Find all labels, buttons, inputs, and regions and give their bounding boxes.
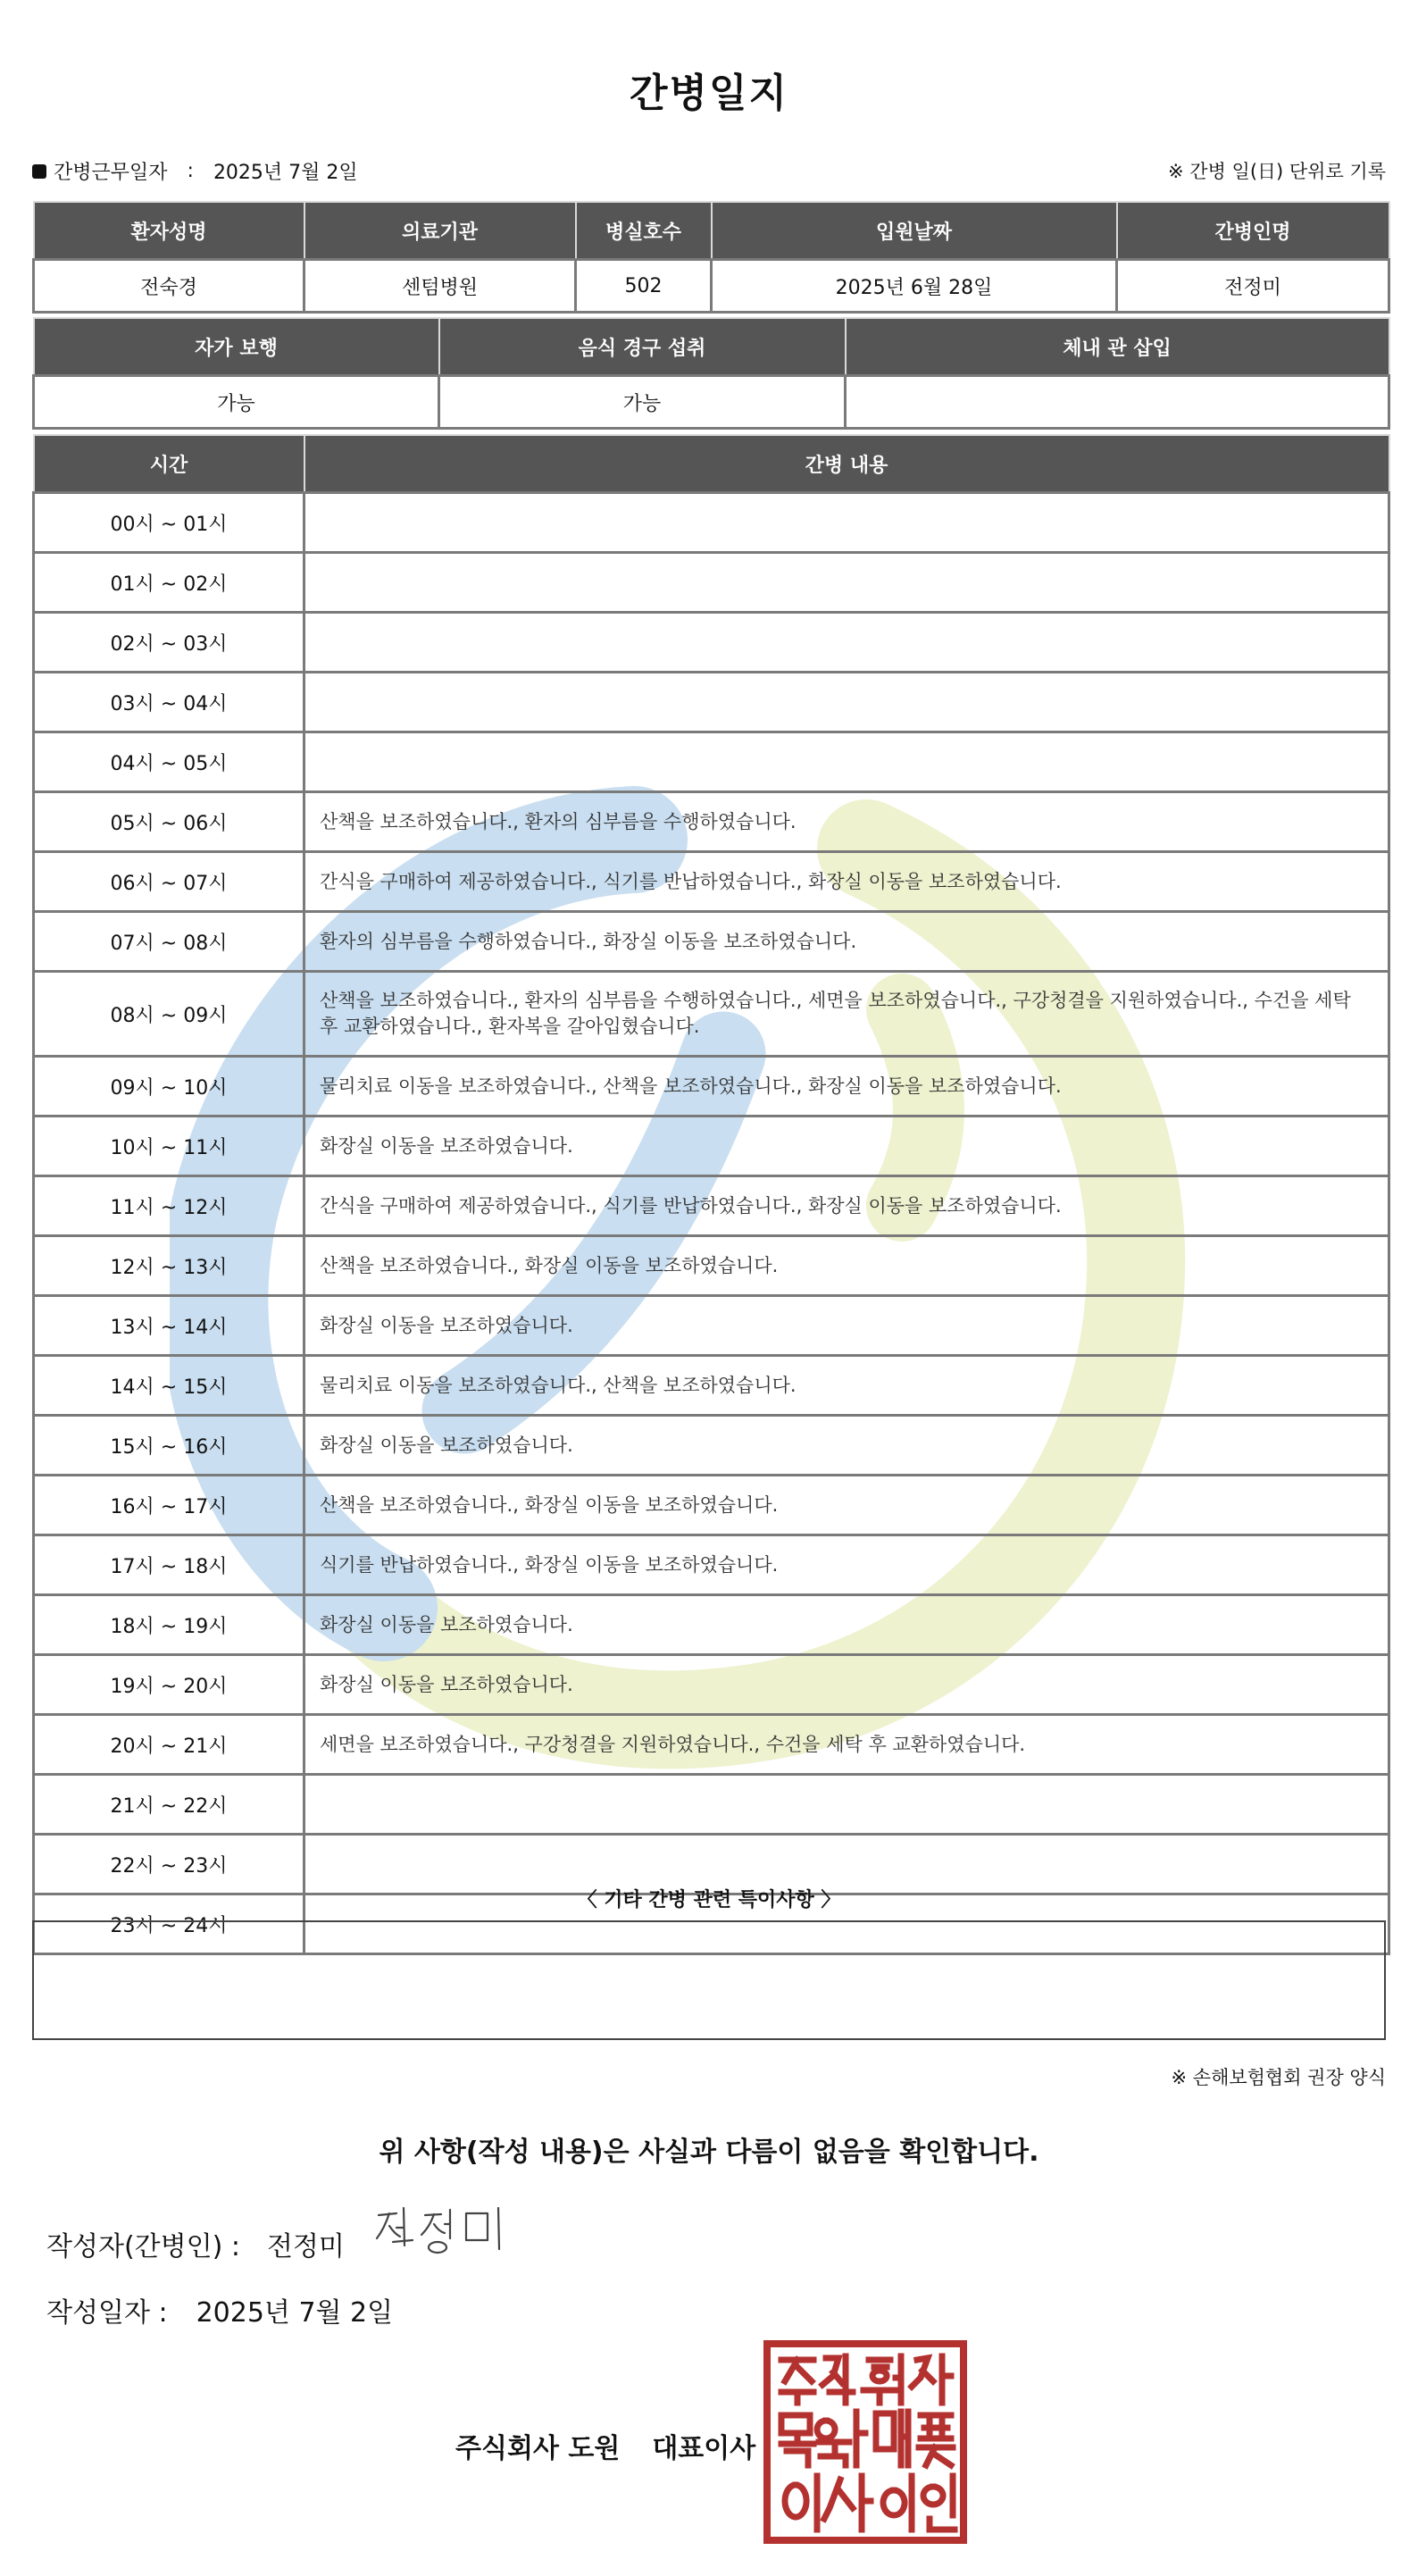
header-room-number: 병실호수 — [576, 202, 712, 260]
company-seal-icon — [763, 2340, 967, 2544]
table-row — [34, 1715, 1389, 1775]
writer-line — [46, 2224, 345, 2263]
header-self-walking: 자가 보행 — [34, 318, 439, 376]
value-patient-name: 전숙경 — [34, 260, 304, 313]
time-cell: 05시 ~ 06시 — [34, 792, 304, 852]
company-ceo-title: 대표이사 — [652, 2433, 756, 2464]
content-cell: 식기를 반납하였습니다., 화장실 이동을 보조하였습니다. — [304, 1535, 1389, 1595]
table-row — [34, 673, 1389, 732]
time-cell: 21시 ~ 22시 — [34, 1775, 304, 1835]
content-cell — [304, 613, 1389, 673]
content-cell: 세면을 보조하였습니다., 구강청결을 지원하였습니다., 수건을 세탁 후 교환하였습니다. — [304, 1715, 1389, 1775]
patient-info-table — [32, 201, 1390, 314]
table-row — [34, 972, 1389, 1057]
content-cell — [304, 673, 1389, 732]
writer-name: 전정미 — [266, 2231, 345, 2262]
work-date-colon: : — [187, 160, 194, 182]
table-row — [34, 1595, 1389, 1655]
remarks-title: 〈 기타 간병 관련 특이사항 〉 — [577, 1889, 841, 1911]
timetable-header-row — [34, 435, 1389, 493]
time-cell: 01시 ~ 02시 — [34, 553, 304, 613]
work-date-group — [32, 157, 358, 185]
table-row — [34, 1236, 1389, 1296]
care-timetable — [32, 434, 1390, 1955]
written-date-line — [46, 2290, 393, 2329]
time-cell: 10시 ~ 11시 — [34, 1117, 304, 1176]
time-cell: 11시 ~ 12시 — [34, 1176, 304, 1236]
handwritten-signature-icon — [373, 2201, 507, 2263]
content-cell — [304, 493, 1389, 553]
table-row — [34, 1775, 1389, 1835]
value-hospital: 센텀병원 — [304, 260, 576, 313]
patient-condition-table — [32, 317, 1390, 430]
written-date-label: 작성일자 : — [46, 2297, 168, 2329]
value-admission-date: 2025년 6월 28일 — [712, 260, 1117, 313]
time-cell: 12시 ~ 13시 — [34, 1236, 304, 1296]
table-row — [34, 912, 1389, 972]
content-cell: 화장실 이동을 보조하였습니다. — [304, 1296, 1389, 1356]
time-cell: 08시 ~ 09시 — [34, 972, 304, 1057]
content-cell: 화장실 이동을 보조하였습니다. — [304, 1655, 1389, 1715]
content-cell — [304, 553, 1389, 613]
content-cell: 간식을 구매하여 제공하였습니다., 식기를 반납하였습니다., 화장실 이동을 보조하였습니다. — [304, 1176, 1389, 1236]
time-cell: 23시 ~ 24시 — [34, 1894, 304, 1954]
content-cell: 환자의 심부름을 수행하였습니다., 화장실 이동을 보조하였습니다. — [304, 912, 1389, 972]
content-cell: 물리치료 이동을 보조하였습니다., 산책을 보조하였습니다. — [304, 1356, 1389, 1416]
bullet-icon — [32, 164, 46, 179]
value-self-walking: 가능 — [34, 376, 439, 429]
table-row — [34, 732, 1389, 792]
patient-info-value-row — [34, 260, 1389, 313]
time-cell: 07시 ~ 08시 — [34, 912, 304, 972]
table-row — [34, 1296, 1389, 1356]
condition-header-row — [34, 318, 1389, 376]
table-row — [34, 1057, 1389, 1117]
content-cell: 화장실 이동을 보조하였습니다. — [304, 1117, 1389, 1176]
time-cell: 13시 ~ 14시 — [34, 1296, 304, 1356]
patient-info-header-row — [34, 202, 1389, 260]
content-cell: 산책을 보조하였습니다., 환자의 심부름을 수행하였습니다., 세면을 보조하였습니다., 구강청결을 지원하였습니다., 수건을 세탁 후 교환하였습니다., 환자복을 갈아입혔습니다. — [304, 972, 1389, 1057]
header-oral-intake: 음식 경구 섭취 — [439, 318, 846, 376]
time-cell: 15시 ~ 16시 — [34, 1416, 304, 1476]
header-tube-insertion: 체내 관 삽입 — [846, 318, 1389, 376]
table-row — [34, 1535, 1389, 1595]
time-cell: 06시 ~ 07시 — [34, 852, 304, 912]
content-cell: 산책을 보조하였습니다., 화장실 이동을 보조하였습니다. — [304, 1476, 1389, 1535]
value-tube-insertion — [846, 376, 1389, 429]
time-cell: 14시 ~ 15시 — [34, 1356, 304, 1416]
content-cell: 산책을 보조하였습니다., 화장실 이동을 보조하였습니다. — [304, 1236, 1389, 1296]
header-hospital: 의료기관 — [304, 202, 576, 260]
table-row — [34, 1476, 1389, 1535]
time-cell: 22시 ~ 23시 — [34, 1835, 304, 1894]
value-oral-intake: 가능 — [439, 376, 846, 429]
header-admission-date: 입원날짜 — [712, 202, 1117, 260]
recommended-form-note: ※ 손해보험협회 권장 양식 — [1171, 2067, 1386, 2088]
table-row — [34, 852, 1389, 912]
table-row — [34, 553, 1389, 613]
company-name: 주식회사 도원 — [455, 2433, 621, 2464]
value-room-number: 502 — [576, 260, 712, 313]
table-row — [34, 613, 1389, 673]
time-cell: 00시 ~ 01시 — [34, 493, 304, 553]
value-caregiver-name: 전정미 — [1117, 260, 1389, 313]
content-cell: 간식을 구매하여 제공하였습니다., 식기를 반납하였습니다., 화장실 이동을 보조하였습니다. — [304, 852, 1389, 912]
header-caregiver-name: 간병인명 — [1117, 202, 1389, 260]
time-cell: 04시 ~ 05시 — [34, 732, 304, 792]
time-cell: 09시 ~ 10시 — [34, 1057, 304, 1117]
time-cell: 02시 ~ 03시 — [34, 613, 304, 673]
table-row — [34, 1416, 1389, 1476]
table-row — [34, 792, 1389, 852]
table-row — [34, 1356, 1389, 1416]
written-date-value: 2025년 7월 2일 — [196, 2297, 394, 2329]
daily-record-note: ※ 간병 일(日) 단위로 기록 — [1168, 161, 1386, 182]
header-time: 시간 — [34, 435, 304, 493]
content-cell — [304, 732, 1389, 792]
writer-label: 작성자(간병인) : — [46, 2231, 240, 2262]
content-cell: 화장실 이동을 보조하였습니다. — [304, 1595, 1389, 1655]
content-cell: 물리치료 이동을 보조하였습니다., 산책을 보조하였습니다., 화장실 이동을 보조하였습니다. — [304, 1057, 1389, 1117]
time-cell: 18시 ~ 19시 — [34, 1595, 304, 1655]
time-cell: 16시 ~ 17시 — [34, 1476, 304, 1535]
content-cell: 화장실 이동을 보조하였습니다. — [304, 1416, 1389, 1476]
remarks-box — [32, 1920, 1386, 2040]
time-cell: 19시 ~ 20시 — [34, 1655, 304, 1715]
company-line — [455, 2426, 755, 2465]
table-row — [34, 1655, 1389, 1715]
table-row — [34, 1117, 1389, 1176]
meta-row — [32, 157, 1386, 186]
work-date-value: 2025년 7월 2일 — [213, 162, 358, 184]
time-cell: 03시 ~ 04시 — [34, 673, 304, 732]
table-row — [34, 493, 1389, 553]
page-title: 간병일지 — [629, 71, 788, 116]
time-cell: 17시 ~ 18시 — [34, 1535, 304, 1595]
confirmation-statement: 위 사항(작성 내용)은 사실과 다름이 없음을 확인합니다. — [379, 2137, 1039, 2168]
header-patient-name: 환자성명 — [34, 202, 304, 260]
header-care-content: 간병 내용 — [304, 435, 1389, 493]
content-cell — [304, 1775, 1389, 1835]
time-cell: 20시 ~ 21시 — [34, 1715, 304, 1775]
table-row — [34, 1176, 1389, 1236]
content-cell: 산책을 보조하였습니다., 환자의 심부름을 수행하였습니다. — [304, 792, 1389, 852]
work-date-label: 간병근무일자 — [54, 162, 168, 184]
condition-value-row — [34, 376, 1389, 429]
